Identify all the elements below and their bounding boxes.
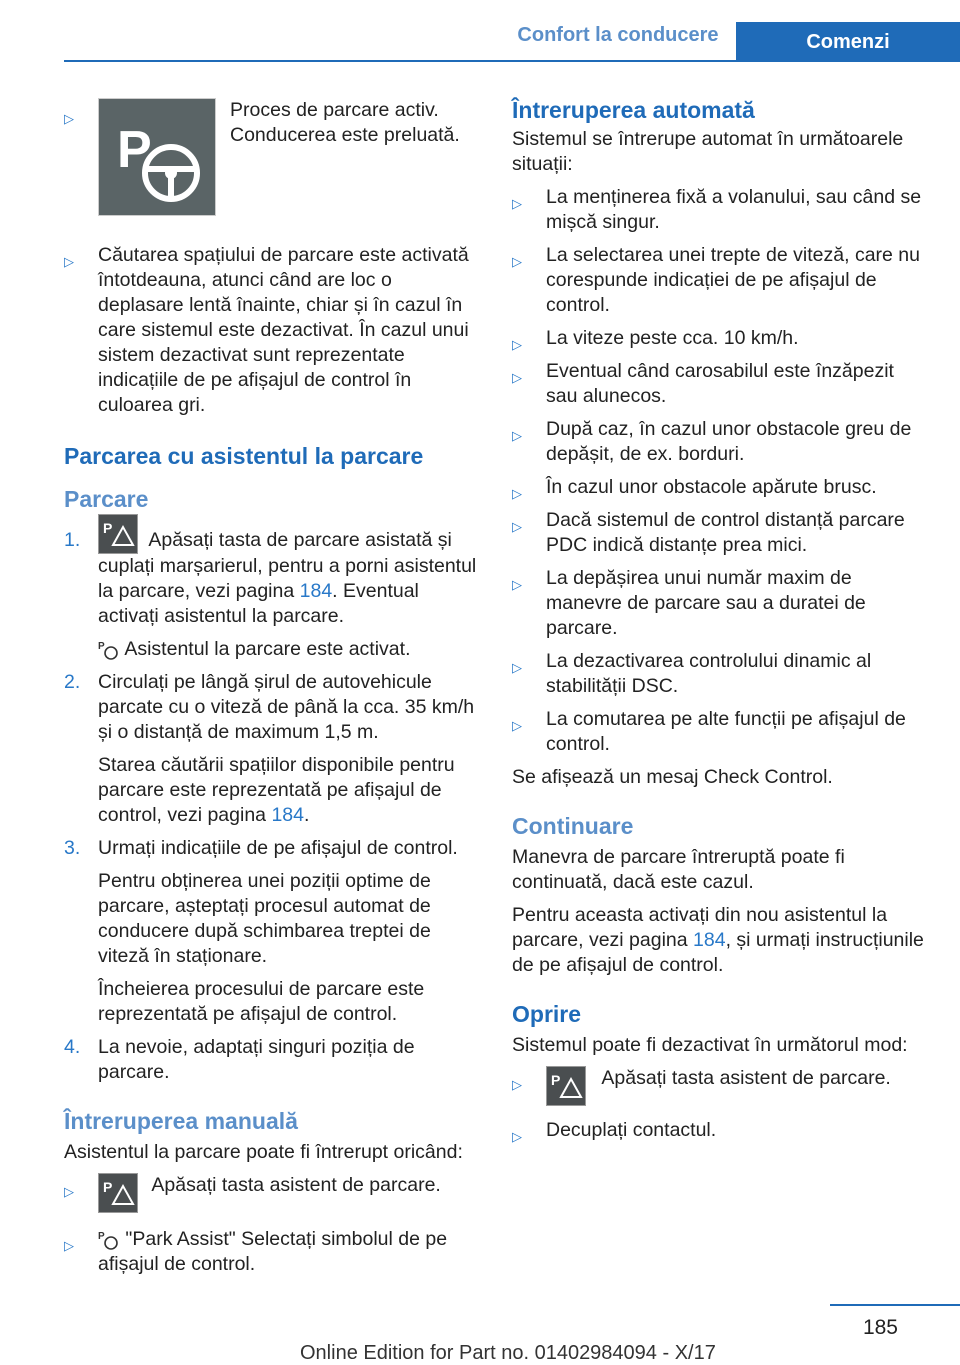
- bullet-marker: ▷: [512, 577, 522, 592]
- bullet-marker: ▷: [64, 1184, 74, 1199]
- stop-intro: Sistemul poate fi dezactivat în următorul mod:: [512, 1034, 908, 1056]
- page-link[interactable]: 184: [693, 929, 726, 951]
- heading-parking-assistant: Parcarea cu asistentul la parcare: [64, 443, 424, 469]
- bullet-marker: ▷: [512, 428, 522, 443]
- manual-intro: Asistentul la parcare poate fi întrerupt oricând:: [64, 1141, 463, 1163]
- bullet-text: Proces de parcare activ. Conducerea este preluată.: [230, 99, 460, 146]
- svg-text:P: P: [98, 640, 105, 652]
- bullet-marker: ▷: [512, 370, 522, 385]
- step-sub-text: Asistentul la parcare este activat.: [124, 638, 411, 660]
- bullet-text: Decuplați contactul.: [546, 1119, 717, 1141]
- bullet-auto: [512, 475, 928, 500]
- svg-text:P: P: [551, 1072, 561, 1088]
- bullet-auto: [512, 707, 928, 757]
- svg-text:P: P: [103, 520, 113, 536]
- bullet-auto: [512, 185, 928, 235]
- page-header: [0, 0, 960, 62]
- bullet-marker: ▷: [64, 254, 74, 269]
- heading-continue: Continuare: [512, 813, 634, 839]
- svg-text:P: P: [103, 1179, 113, 1195]
- auto-message: Se afișează un mesaj Check Control.: [512, 766, 833, 788]
- step-sub: Pentru obținerea unei poziții optime de parcare, așteptați procesul automat de conducere după schimbarea treptei de viteză în staționare.: [98, 870, 431, 967]
- heading-auto-interrupt: Întreruperea automată: [512, 97, 755, 123]
- bullet-marker: ▷: [512, 1129, 522, 1144]
- step-sub: [98, 637, 478, 662]
- park-assist-button-icon: [98, 514, 138, 554]
- bullet-marker: ▷: [512, 660, 522, 675]
- bullet-parking-active: [64, 98, 478, 216]
- edition-note: Online Edition for Part no. 01402984094 - X/17: [300, 1342, 716, 1364]
- bullet-marker: ▷: [512, 337, 522, 352]
- parking-steering-small-icon: [98, 1229, 120, 1251]
- bullet-text: Apăsați tasta asistent de parcare.: [601, 1067, 891, 1089]
- heading-stop: Oprire: [512, 1001, 582, 1027]
- bullet-stop-2: [512, 1118, 928, 1143]
- park-assist-button-icon: [98, 1173, 138, 1213]
- step-2: [64, 670, 478, 828]
- bullet-marker: ▷: [512, 254, 522, 269]
- svg-text:P: P: [117, 121, 152, 179]
- bullet-marker: ▷: [512, 718, 522, 733]
- step-4: [64, 1035, 478, 1085]
- bullet-text: La dezactivarea controlului dinamic al stabilității DSC.: [546, 650, 872, 697]
- right-column: [512, 98, 928, 1151]
- bullet-stop-1: [512, 1066, 928, 1106]
- bullet-auto: [512, 649, 928, 699]
- continue-text-a: Pentru aceasta activați din nou asistentul la parcare, vezi pagina: [512, 904, 888, 951]
- bullet-text: "Park Assist" Selectați simbolul de pe afișajul de control.: [98, 1228, 448, 1275]
- bullet-text: Căutarea spațiului de parcare este activată întotdeauna, atunci când are loc o deplasare lentă înainte, chiar și în cazul în care sistemul este dezactivat. În cazul unui sistem dezactivat sunt reprezentate indicațiile de pe afișajul de control în culoarea gri.: [98, 244, 469, 416]
- step-text-cont: . Eventual activați asistentul la parcare.: [98, 580, 419, 627]
- step-sub-text: Starea căutării spațiilor disponibile pentru parcare este reprezentată pe afișajul de control, vezi pagina: [98, 754, 455, 826]
- auto-intro: Sistemul se întrerupe automat în următoarele situații:: [512, 128, 904, 175]
- step-sub: [98, 753, 478, 828]
- section-title: Confort la conducere: [517, 24, 719, 46]
- continue-text-2: [512, 903, 928, 978]
- bullet-text: Eventual când carosabilul este înzăpezit sau alunecos.: [546, 360, 894, 407]
- step-sub-end: .: [303, 804, 310, 826]
- step-number: 1.: [64, 529, 81, 551]
- step-text: Urmați indicațiile de pe afișajul de control.: [98, 837, 458, 859]
- bullet-text: Apăsați tasta asistent de parcare.: [151, 1174, 441, 1196]
- bullet-text: La comutarea pe alte funcții pe afișajul de control.: [546, 708, 906, 755]
- bullet-auto: [512, 566, 928, 641]
- page-number: 185: [862, 1316, 898, 1339]
- step-number: 2.: [64, 671, 81, 693]
- bullet-text: În cazul unor obstacole apărute brusc.: [546, 476, 877, 498]
- step-sub: Încheierea procesului de parcare este reprezentată pe afișajul de control.: [98, 978, 425, 1025]
- bullet-marker: ▷: [64, 1238, 74, 1253]
- park-assist-button-icon: [546, 1066, 586, 1106]
- header-rule: [64, 60, 960, 62]
- parking-steering-icon: [98, 98, 216, 216]
- continue-text-1: Manevra de parcare întreruptă poate fi continuată, dacă este cazul.: [512, 846, 845, 893]
- bullet-auto: [512, 508, 928, 558]
- bullet-text: La menținerea fixă a volanului, sau când se mișcă singur.: [546, 186, 922, 233]
- step-number: 3.: [64, 837, 81, 859]
- page-link[interactable]: 184: [271, 804, 304, 826]
- parking-steering-small-icon: [98, 639, 120, 661]
- page-link[interactable]: 184: [299, 580, 333, 602]
- bullet-manual-1: [64, 1173, 478, 1213]
- svg-text:P: P: [98, 1230, 105, 1242]
- bullet-text: La depășirea unui număr maxim de manevre de parcare sau a duratei de parcare.: [546, 567, 866, 639]
- continue-text-b: , și urmați instrucțiunile de pe afișajul de control.: [512, 929, 924, 976]
- bullet-text: Dacă sistemul de control distanță parcare PDC indică distanțe prea mici.: [546, 509, 905, 556]
- step-number: 4.: [64, 1036, 81, 1058]
- bullet-auto: [512, 326, 928, 351]
- bullet-auto: [512, 417, 928, 467]
- bullet-marker: ▷: [512, 519, 522, 534]
- step-1: [64, 520, 478, 662]
- bullet-marker: ▷: [512, 486, 522, 501]
- bullet-marker: ▷: [512, 196, 522, 211]
- step-text: La nevoie, adaptați singuri poziția de parcare.: [98, 1036, 415, 1083]
- step-3: [64, 836, 478, 1027]
- bullet-text: La viteze peste cca. 10 km/h.: [546, 327, 799, 349]
- bullet-auto: [512, 359, 928, 409]
- bullet-text: La selectarea unei trepte de viteză, care nu corespunde indicației de pe afișajul de control.: [546, 244, 920, 316]
- step-text: Apăsați tasta de parcare asistată și cuplați marșarierul, pentru a porni asistentul la parcare, vezi pagina: [98, 529, 477, 602]
- bullet-search-active: [64, 228, 478, 418]
- footer-rule: [830, 1304, 960, 1306]
- heading-manual-interrupt: Întreruperea manuală: [64, 1108, 298, 1134]
- chapter-tab: Comenzi: [736, 22, 960, 62]
- bullet-auto: [512, 243, 928, 318]
- left-column: [64, 98, 478, 1285]
- bullet-manual-2: [64, 1227, 478, 1277]
- heading-parking: Parcare: [64, 486, 149, 512]
- bullet-text: După caz, în cazul unor obstacole greu de depășit, de ex. borduri.: [546, 418, 912, 465]
- bullet-marker: ▷: [512, 1077, 522, 1092]
- step-text: Circulați pe lângă șirul de autovehicule parcate cu o viteză de până la cca. 35 km/h și o distanță de maximum 1,5 m.: [98, 671, 475, 743]
- bullet-marker: ▷: [64, 111, 74, 126]
